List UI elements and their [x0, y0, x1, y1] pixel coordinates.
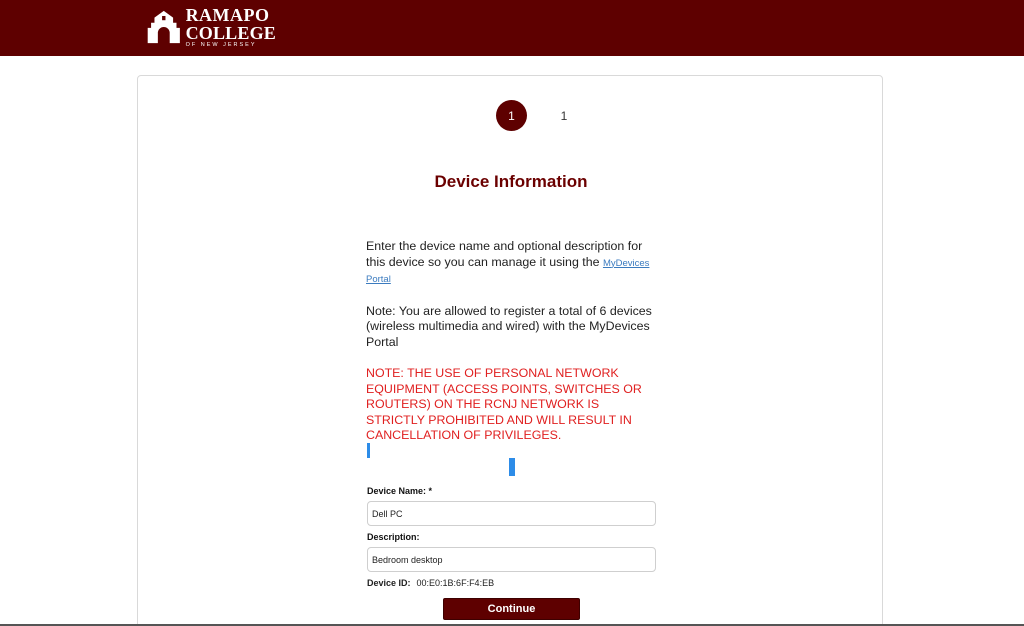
- mydevices-portal-link[interactable]: MyDevices Portal: [366, 257, 650, 285]
- device-id-label: Device ID:: [367, 578, 411, 588]
- device-id-value: 00:E0:1B:6F:F4:EB: [416, 578, 495, 588]
- description-label: Description:: [367, 532, 420, 542]
- step-indicator-active: 1: [496, 100, 527, 131]
- logo-line-ramapo: RAMAPO: [185, 4, 270, 25]
- logo-line-nj: OF NEW JERSEY: [185, 41, 257, 48]
- ramapo-logo[interactable]: [146, 5, 276, 49]
- description-input[interactable]: [367, 547, 656, 572]
- instructions: [366, 239, 656, 444]
- top-header: [0, 0, 1024, 56]
- step-indicator: 1: [560, 108, 568, 123]
- continue-button[interactable]: Continue: [443, 598, 580, 620]
- logo-wordmark: [186, 6, 276, 49]
- text-cursor-marker: [509, 458, 515, 476]
- text-cursor-marker: [367, 443, 370, 458]
- page-title: Device Information: [434, 172, 588, 191]
- logo-line-college: COLLEGE: [185, 22, 276, 43]
- device-id-row: [367, 578, 657, 588]
- ramapo-arch-icon: [146, 6, 182, 48]
- warning-text: NOTE: THE USE OF PERSONAL NETWORK EQUIPMENT (ACCESS POINTS, SWITCHES OR ROUTERS) ON THE RCNJ NETWORK IS STRICTLY PROHIBITED AND WILL RESULT IN CANCELLATION OF PRIVILEGES.: [366, 366, 642, 442]
- device-form: [367, 486, 657, 588]
- device-name-input[interactable]: [367, 501, 656, 526]
- intro-text-body: Enter the device name and optional description for this device so you can manage it using the: [366, 239, 643, 269]
- intro-text: [366, 239, 656, 288]
- device-name-label: Device Name: *: [367, 486, 433, 496]
- device-registration-card: [137, 75, 883, 626]
- note-text: Note: You are allowed to register a total of 6 devices (wireless multimedia and wired) with the MyDevices Portal: [366, 303, 652, 349]
